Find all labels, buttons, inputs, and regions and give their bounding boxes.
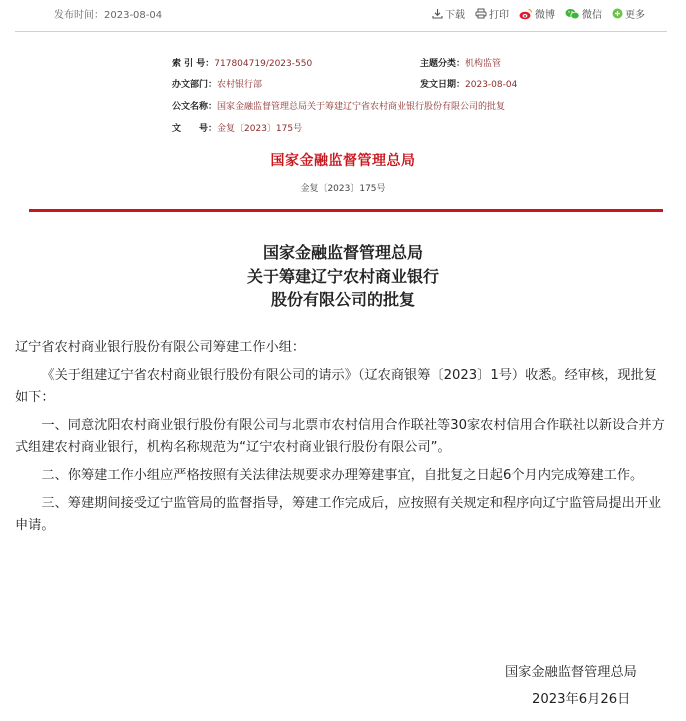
print-button[interactable]: 打印: [475, 6, 509, 21]
wechat-share-button[interactable]: 微信: [565, 6, 602, 21]
meta-docno: 文 号：金复〔2023〕175号: [172, 124, 303, 134]
share-toolbar: [432, 6, 645, 21]
issuing-org-header: 国家金融监督管理总局: [270, 153, 416, 169]
top-divider: [15, 31, 667, 32]
download-icon: [432, 8, 443, 19]
title-line-2: 关于筹建辽宁农村商业银行: [246, 266, 439, 286]
paragraph-2: 一、同意沈阳农村商业银行股份有限公司与北票市农村信用合作联社等30家农村信用合作联社以新设合并方式组建农村商业银行，机构名称规范为“辽宁农村商业银行股份有限公司”。: [15, 418, 665, 455]
addressee: 辽宁省农村商业银行股份有限公司筹建工作小组：: [15, 340, 306, 355]
weibo-share-button[interactable]: 微博: [519, 6, 555, 21]
wechat-icon: [565, 8, 580, 20]
paragraph-4: 三、筹建期间接受辽宁监管局的监督指导，筹建工作完成后，应按照有关规定和程序向辽宁监管局提出开业申请。: [15, 496, 662, 533]
paragraph-1: 《关于组建辽宁省农村商业银行股份有限公司的请示》（辽农商银筹〔2023〕1号）收悉。经审核，现批复如下：: [15, 368, 657, 405]
title-line-1: 国家金融监督管理总局: [262, 243, 423, 262]
paragraph-3: 二、你筹建工作小组应严格按照有关法律法规要求办理筹建事宜，自批复之日起6个月内完成筹建工作。: [41, 468, 644, 483]
meta-dept: 办文部门：农村银行部: [172, 80, 263, 90]
meta-name: 公文名称：国家金融监督管理总局关于筹建辽宁省农村商业银行股份有限公司的批复: [172, 102, 506, 112]
weibo-icon: [519, 8, 533, 20]
document-body: [15, 337, 667, 537]
download-button[interactable]: 下载: [432, 6, 465, 21]
more-share-button[interactable]: 更多: [612, 6, 645, 21]
publish-date: 发布时间：2023-08-04: [54, 10, 163, 21]
print-icon: [475, 8, 487, 19]
red-divider: [29, 209, 663, 212]
signature-org: 国家金融监督管理总局: [505, 665, 637, 680]
top-bar: [0, 0, 686, 28]
doc-number-header: 金复〔2023〕175号: [300, 184, 386, 194]
meta-topic: 主题分类：机构监管: [420, 59, 502, 69]
document-title: [0, 241, 686, 312]
meta-date: 发文日期：2023-08-04: [420, 80, 518, 90]
meta-index: 索 引 号：717804719/2023-550: [172, 59, 313, 69]
signature-date: 2023年6月26日: [532, 692, 631, 707]
plus-icon: [612, 8, 623, 19]
title-line-3: 股份有限公司的批复: [270, 290, 415, 309]
